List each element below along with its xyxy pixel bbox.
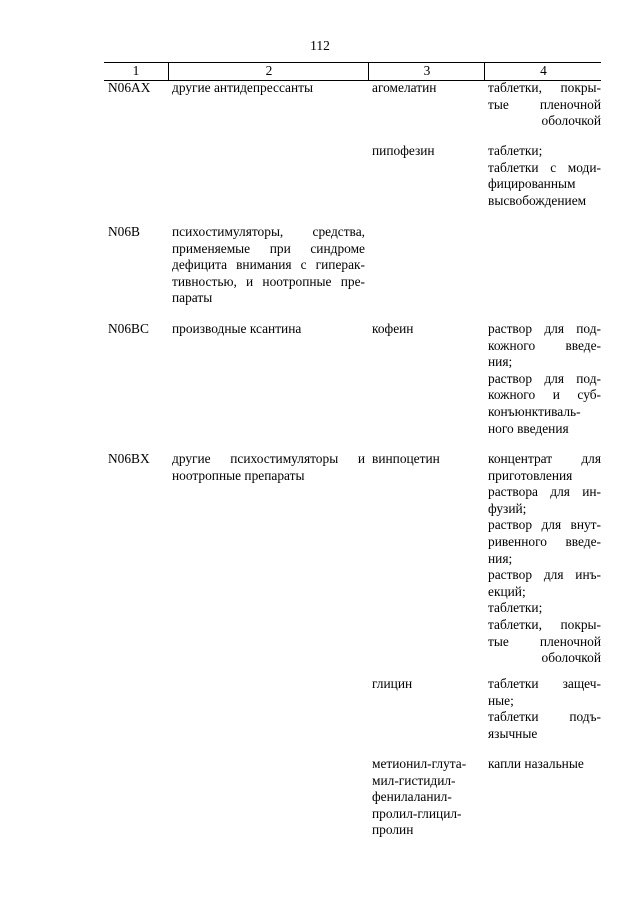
form-line: ния;: [488, 354, 513, 370]
header-cell-2: 2: [168, 63, 369, 80]
dosage-form: [488, 451, 601, 667]
form-line: таблетки с моди-: [488, 159, 601, 175]
form-line: ные;: [488, 692, 514, 708]
header-cell-1: 1: [132, 63, 140, 78]
atc-code: N06B: [108, 224, 140, 239]
form-line: высвобождением: [488, 192, 587, 208]
inn-line: пролил-глицил-: [372, 805, 462, 821]
atc-code: N06BC: [108, 321, 149, 336]
inn-line: метионил-глута-: [372, 756, 467, 771]
form-line: капли назальные: [488, 756, 584, 771]
dosage-form: [488, 321, 601, 437]
table-header-row: [104, 62, 601, 81]
form-line: язычные: [488, 725, 538, 741]
dosage-form: [488, 143, 601, 209]
form-line: тые пленочной: [488, 633, 601, 649]
page-number: 112: [310, 38, 330, 53]
atc-code: N06AX: [108, 80, 151, 95]
inn-line: фенилаланил-: [372, 789, 452, 805]
drug-inn: [372, 80, 478, 97]
dosage-form: [488, 676, 601, 742]
inn-line: глицин: [372, 676, 413, 691]
form-line: концентрат для: [488, 451, 601, 466]
group-name: [172, 321, 365, 338]
drug-inn: [372, 321, 478, 338]
form-line: фицированным: [488, 176, 576, 192]
group-name-line: другие психостимуляторы и: [172, 451, 365, 466]
group-name-line: применяемые при синдроме: [172, 240, 365, 256]
group-name: [172, 80, 365, 97]
group-name-line: другие антидепрессанты: [172, 80, 314, 95]
form-line: приготовления: [488, 467, 573, 483]
form-line: кожного введе-: [488, 337, 601, 353]
form-line: таблетки подъ-: [488, 709, 601, 725]
drug-inn: [372, 756, 478, 839]
group-name: [172, 224, 365, 307]
header-cell-4: 4: [484, 63, 602, 80]
form-line: раствора для ин-: [488, 484, 601, 500]
group-name: [172, 451, 365, 484]
group-name-line: параты: [172, 290, 213, 306]
dosage-form: [488, 80, 601, 130]
header-cell-3: 3: [368, 63, 485, 80]
group-name-line: психостимуляторы, средства,: [172, 224, 365, 239]
inn-line: пипофезин: [372, 143, 435, 158]
inn-line: кофеин: [372, 321, 414, 336]
form-line: раствор для под-: [488, 370, 601, 386]
form-line: таблетки защеч-: [488, 676, 601, 691]
inn-line: пролин: [372, 822, 414, 838]
form-line: таблетки;: [488, 143, 543, 158]
form-line: раствор для под-: [488, 321, 601, 336]
atc-code: N06BX: [108, 451, 150, 466]
group-name-line: ноотропные препараты: [172, 467, 305, 483]
group-name-line: производные ксантина: [172, 321, 302, 336]
form-line: таблетки, покры-: [488, 616, 601, 632]
drug-inn: [372, 143, 478, 160]
form-line: оболочкой: [541, 650, 601, 666]
form-line: раствор для внут-: [488, 517, 601, 533]
drug-inn: [372, 451, 478, 468]
drug-inn: [372, 676, 478, 693]
form-line: таблетки, покры-: [488, 80, 601, 95]
form-line: екций;: [488, 583, 526, 599]
form-line: кожного и суб-: [488, 387, 601, 403]
form-line: оболочкой: [541, 113, 601, 129]
inn-line: агомелатин: [372, 80, 437, 95]
inn-line: винпоцетин: [372, 451, 440, 466]
form-line: фузий;: [488, 500, 527, 516]
form-line: конъюнктиваль-: [488, 403, 581, 419]
form-line: раствор для инъ-: [488, 567, 601, 583]
group-name-line: дефицита внимания с гиперак-: [172, 257, 365, 273]
inn-line: мил-гистидил-: [372, 772, 456, 788]
form-line: ния;: [488, 550, 513, 566]
form-line: тые пленочной: [488, 96, 601, 112]
form-line: ривенного введе-: [488, 533, 601, 549]
form-line: таблетки;: [488, 600, 543, 616]
form-line: ного введения: [488, 420, 569, 436]
dosage-form: [488, 756, 601, 773]
group-name-line: тивностью, и ноотропные пре-: [172, 273, 365, 289]
